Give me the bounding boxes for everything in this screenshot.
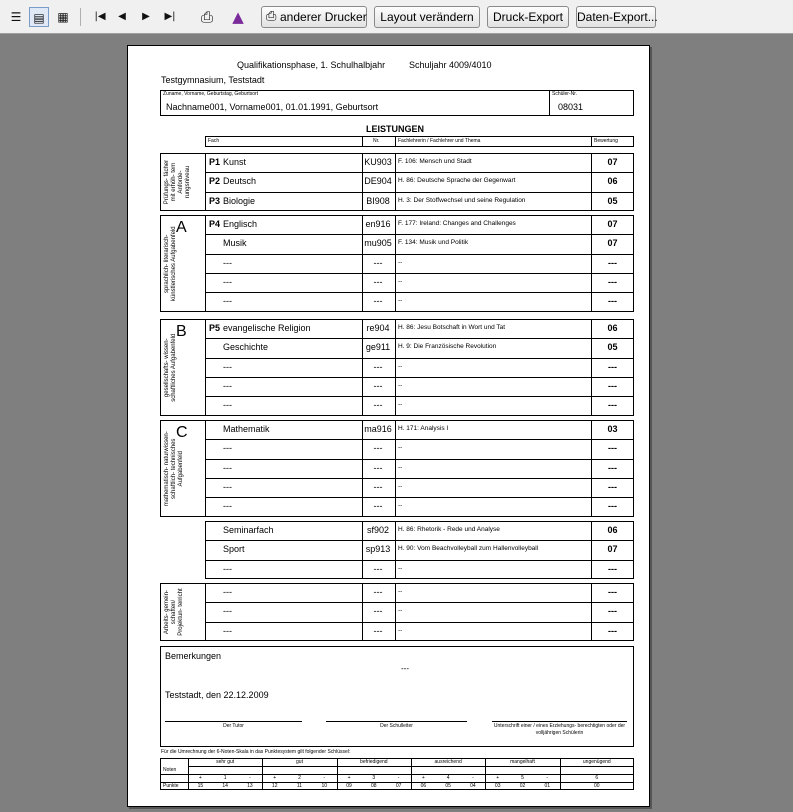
scale-grade-mark: - [323,775,326,781]
scale-grade-points: 15 [197,783,204,789]
subject-name: Kunst [223,157,247,167]
subject-name: --- [223,443,232,454]
column-divider [395,136,396,147]
remarks-label: Bemerkungen [165,651,222,661]
row-divider [205,478,634,479]
column-divider [591,136,592,147]
subject-name: --- [223,257,232,268]
subject-prefix: P4 [209,219,221,229]
scale-grade-mark: 3 [372,775,376,781]
subject-name: --- [223,361,232,372]
scale-grade-mark: + [273,775,277,781]
subject-number: --- [373,380,383,391]
subject-grade: 07 [607,544,618,555]
subject-grade: 05 [607,342,618,353]
first-page-icon[interactable]: |◀ [94,11,106,22]
scale-grade-points: 11 [296,783,303,789]
print-export-button[interactable]: Druck-Export [487,6,569,28]
column-divider [362,583,363,641]
subject-prefix: P2 [209,176,221,187]
subject-number: re904 [366,323,390,333]
column-divider [362,215,363,312]
scale-grade-points: 08 [371,783,377,789]
scale-grade-mark: 1 [223,775,227,781]
scale-grade-points: 00 [594,783,600,789]
section-title: LEISTUNGEN [366,124,425,134]
subject-grade: 07 [607,238,618,249]
scale-grade-points: 04 [470,783,476,789]
subject-prefix: P1 [209,157,221,167]
student-nr-value: 08031 [558,102,584,112]
scale-grade-name: ausreichend [434,759,462,765]
subject-theme: -- [398,564,403,572]
subject-name: --- [223,563,232,574]
subject-theme: -- [398,444,403,452]
subject-name: Seminarfach [223,525,274,535]
subject-number: --- [373,501,383,512]
subject-grade: 07 [607,219,618,229]
group-side-label: mathematisch- naturwissen- schaftlich- technisches Aufgabenfeld [164,430,184,506]
subject-grade: --- [608,625,617,636]
subject-name: --- [223,625,232,636]
subject-grade: --- [608,481,617,492]
row-divider [205,396,634,397]
subject-prefix: P5 [209,323,221,333]
subject-number: BI908 [366,195,390,206]
last-page-icon[interactable]: ▶| [164,11,176,22]
subject-number: --- [373,563,383,574]
group-side-divider [205,420,206,517]
row-divider [205,234,634,235]
scale-grade-mark: - [249,775,251,781]
other-printer-button[interactable] [261,6,367,28]
subject-theme: F. 106: Mensch und Stadt [398,158,472,165]
signature-principal: Der Schulleiter [380,723,413,729]
scale-punkte-label: Punkte [163,783,179,789]
subject-name: --- [223,481,232,492]
column-divider [395,319,396,416]
subject-name: Mathematik [223,424,270,434]
subject-theme: -- [398,277,403,285]
subject-theme: -- [398,502,403,510]
subject-theme: H. 86: Jesu Botschaft in Wort und Tat [398,324,506,331]
scale-grade-mark: - [546,775,549,781]
column-divider [395,583,396,641]
scale-grade-mark: - [397,775,400,781]
group-letter: B [176,323,187,340]
row-divider [205,358,634,359]
group-side-label: gesellschafts- wissen- schaftliches Aufgabenfeld [164,333,177,402]
subject-grade: --- [608,501,617,512]
subject-name: --- [223,587,232,597]
row-divider [205,254,634,255]
row-divider [205,172,634,173]
student-nr-label: Schüler-Nr. [552,91,578,97]
subject-grade: --- [608,587,617,597]
scale-grade-points: 02 [519,783,526,789]
column-divider [362,153,363,211]
scale-grade-mark: + [347,775,351,781]
page-view-icon[interactable]: ▤ [29,7,49,27]
scale-noten-label: Noten [163,767,177,773]
group-letter: C [176,424,188,441]
scale-grade-points: 03 [494,783,501,789]
scale-grade-mark: + [198,775,202,781]
scale-grade-mark: - [472,775,474,781]
subject-theme: -- [398,607,403,615]
column-divider [395,521,396,579]
scale-note: Für die Umrechnung der 6-Noten-Skala in das Punktesystem gilt folgender Schlüssel: [161,749,351,755]
group-side-label: Prüfungs- fächer mit erhöh- tem Anforde- rungsniveau [164,159,191,205]
column-header-fach: Fach [208,138,220,144]
subject-number: sf902 [366,525,390,535]
row-divider [205,439,634,440]
subject-theme: -- [398,626,403,634]
subject-grade: --- [608,443,617,454]
subject-number: --- [373,462,383,473]
subject-theme: -- [398,463,403,471]
toolbar [0,0,793,34]
prev-page-icon[interactable]: ◀ [118,11,126,22]
subject-theme: F. 177: Ireland: Changes and Challenges [398,220,516,227]
subject-number: --- [373,606,383,617]
data-export-button[interactable]: Daten-Export... [576,6,656,28]
subject-number: DE904 [364,176,392,187]
column-divider [395,153,396,211]
place-date: Teststadt, den 22.12.2009 [165,690,269,700]
scale-grade-points: 09 [346,783,352,789]
printer-icon[interactable]: ⎙ [200,8,213,26]
subject-name: --- [223,501,232,512]
doc-title: Qualifikationsphase, 1. Schulhalbjahr [237,60,386,70]
scale-grade-mark: 6 [595,775,599,781]
row-divider [205,338,634,339]
subject-theme: -- [398,258,403,266]
subject-number: en916 [365,219,391,229]
printer-small-icon: ⎙ [266,9,277,24]
subject-number: KU903 [364,157,392,167]
subject-name: --- [223,462,232,473]
next-page-icon[interactable]: ▶ [142,11,150,22]
row-divider [205,497,634,498]
subject-theme: H. 86: Deutsche Sprache der Gegenwart [398,177,516,185]
row-divider [205,540,634,541]
subject-number: --- [373,257,383,268]
scale-grade-name: befriedigend [360,759,388,765]
row-divider [205,622,634,623]
report-page [127,45,650,807]
subject-number: --- [373,361,383,372]
row-divider [205,292,634,293]
column-divider [362,420,363,517]
subject-prefix: P3 [209,195,221,206]
signature-parent: Unterschrift einer / eines Erziehungs- berechtigten oder der volljährigen Schülerin [493,723,626,736]
subject-name: Sport [223,544,245,555]
scale-grade-name: sehr gut [216,759,235,765]
subject-number: --- [373,276,383,287]
scale-grade-points: 01 [544,783,551,789]
doc-schoolyear: Schuljahr 4009/4010 [409,60,492,70]
group-side-label: sprachlich- literarisch- künstlerisches Aufgabenfeld [164,225,177,301]
subject-name: --- [223,606,232,617]
scale-grade-mark: 4 [446,775,450,781]
subject-theme: H. 86: Rhetorik - Rede und Analyse [398,526,500,533]
scale-grade-points: 07 [395,783,402,789]
subject-grade: --- [608,400,617,411]
scale-grade-points: 13 [247,783,253,789]
student-label: Zuname, Vorname, Geburtstag, Geburtsort [163,91,259,97]
doc-school: Testgymnasium, Teststadt [161,75,265,85]
subject-theme: H. 90: Vom Beachvolleyball zum Hallenvolleyball [398,545,539,553]
scale-grade-points: 12 [271,783,278,789]
subject-grade: 06 [607,176,618,187]
scale-grade-name: gut [296,759,303,765]
subject-number: ge911 [365,342,391,353]
column-divider [395,420,396,517]
subject-grade: --- [608,462,617,473]
column-divider [362,319,363,416]
scale-grade-points: 14 [222,783,228,789]
column-header-teacher: Fachlehrerin / Fachlehrer und Thema [398,138,481,144]
subject-name: Deutsch [223,176,257,187]
subject-grade: --- [608,257,617,268]
subject-name: Geschichte [223,342,269,353]
grid-view-icon[interactable]: ▦ [57,10,69,24]
remarks-value: --- [401,664,409,673]
group-side-divider [205,153,206,211]
scale-grade-name: mangelhaft [510,759,535,765]
scale-grade-mark: + [421,775,425,781]
other-printer-label: anderer Drucker [280,10,367,24]
column-header-nr: Nr. [373,138,380,144]
group-side-divider [205,583,206,641]
scale-grade-points: 05 [445,783,451,789]
settings-icon[interactable]: ▲ [232,8,244,26]
subject-grade: --- [608,296,617,307]
subject-number: sp913 [365,544,391,555]
toolbar-separator [80,8,81,26]
change-layout-button[interactable]: Layout verändern [374,6,480,28]
subject-theme: H. 9: Die Französische Revolution [398,343,497,351]
row-divider [205,377,634,378]
subject-name: --- [223,296,232,307]
subject-theme: H. 3: Der Stoffwechsel und seine Regulation [398,196,526,204]
subject-grade: 06 [607,525,618,535]
subject-theme: -- [398,362,403,370]
subject-name: Englisch [223,219,258,229]
subject-grade: 05 [607,195,618,206]
subject-number: ma916 [364,424,392,434]
subject-theme: -- [398,297,403,305]
subject-theme: F. 134: Musik und Politik [398,239,469,247]
subject-grade: 03 [607,424,618,434]
row-divider [205,273,634,274]
row-divider [205,459,634,460]
column-divider [362,136,363,147]
subject-theme: -- [398,401,403,409]
subject-number: --- [373,400,383,411]
group-side-label: Arbeits- gemein- schaften/ Projektun- terricht [164,588,184,636]
scale-grade-mark: 2 [298,775,301,781]
signature-tutor: Der Tutor [223,723,244,729]
column-divider [362,521,363,579]
subject-name: --- [223,400,232,411]
subject-grade: --- [608,380,617,391]
group-letter: A [176,219,187,236]
subject-theme: -- [398,381,403,389]
group-side-divider [205,215,206,312]
subject-grade: --- [608,563,617,574]
subject-number: --- [373,481,383,492]
student-value: Nachname001, Vorname001, 01.01.1991, Geburtsort [166,102,379,112]
scale-grade-mark: 5 [521,775,524,781]
subject-grade: --- [608,361,617,372]
scale-grade-points: 06 [420,783,427,789]
group-side-divider [205,319,206,416]
subject-grade: 06 [607,323,618,333]
subject-theme: -- [398,588,403,595]
scale-grade-name: ungenügend [582,759,611,765]
subject-name: evangelische Religion [223,323,311,333]
subject-grade: --- [608,606,617,617]
column-header-grade: Bewertung [594,138,618,144]
scale-grade-mark: + [496,775,500,781]
subject-name: --- [223,380,232,391]
list-view-icon[interactable]: ☰ [10,10,22,24]
column-divider [395,215,396,312]
subject-name: Biologie [223,195,256,206]
subject-name: Musik [223,238,247,249]
row-divider [205,602,634,603]
subject-number: --- [373,587,383,597]
subject-name: --- [223,276,232,287]
subject-theme: -- [398,482,403,490]
subject-number: --- [373,625,383,636]
row-divider [205,560,634,561]
subject-theme: H. 171: Analysis I [398,425,449,432]
subject-grade: --- [608,276,617,287]
subject-number: --- [373,443,383,454]
row-divider [205,192,634,193]
subject-number: mu905 [364,238,392,249]
scale-grade-points: 10 [321,783,328,789]
subject-number: --- [373,296,383,307]
subject-grade: 07 [607,157,618,167]
